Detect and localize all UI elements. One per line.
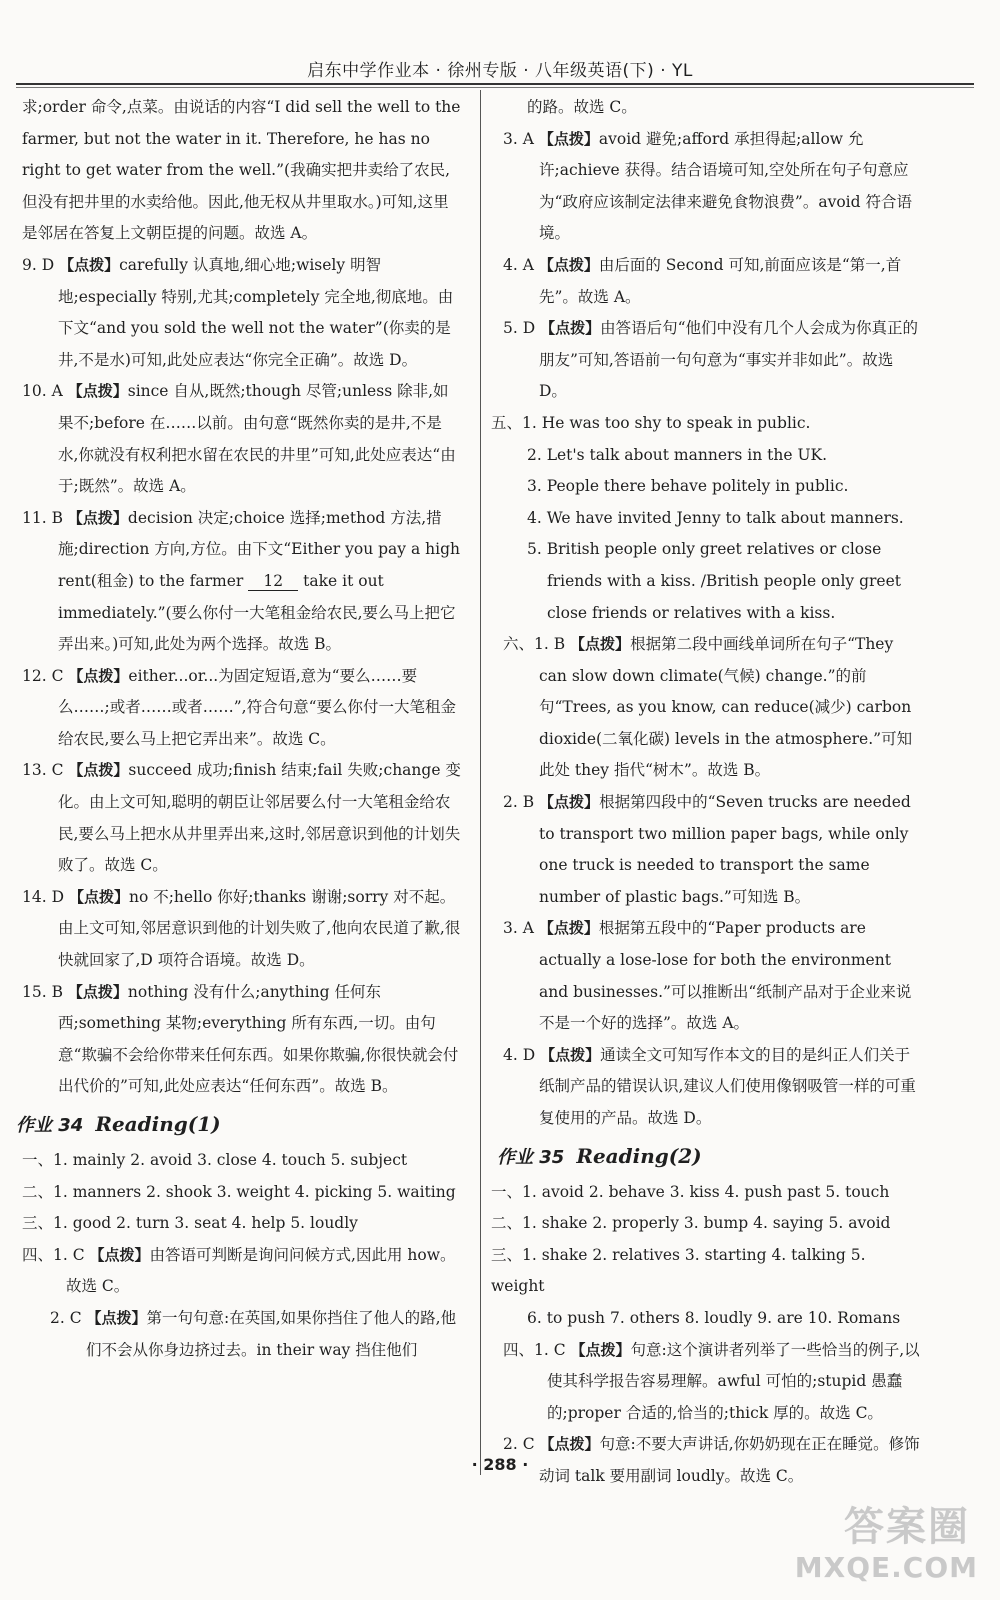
section-prefix: 作业 34 (16, 1115, 84, 1136)
tip-label: 【点拨】 (539, 1435, 600, 1454)
answer-item-11 (22, 503, 462, 661)
answer-number: 4. A (503, 255, 534, 274)
answer-line: 三、1. shake 2. relatives 3. starting 4. talking 5. weight (491, 1245, 866, 1296)
answer-explanation: avoid 避免;afford 承担得起;allow 允许;achieve 获得。结合语境可知,空处所在句子句意应为“政府应该制定法律来避免食物浪费”。avoid 符合语境。 (539, 129, 912, 243)
answer-item (50, 1303, 462, 1366)
reading-answer-2 (503, 787, 923, 913)
watermark-url: MXQE.COM (794, 1551, 978, 1584)
writing-answer-3: 3. People there behave politely in public. (527, 477, 849, 496)
answer-explanation-cont: take it out immediately.”(要么你付一大笔租金给农民,要么马上把它弄出来。)可知,此处为两个选择。故选 B。 (58, 571, 456, 654)
answer-number: 10. A (22, 382, 63, 401)
answer-item-4 (503, 250, 923, 313)
answer-number: 5. D (503, 319, 536, 338)
writing-answer-4: 4. We have invited Jenny to talk about manners. (527, 508, 904, 527)
answer-item-3 (503, 124, 923, 250)
answer-item-12 (22, 661, 462, 756)
tip-label: 【点拨】 (68, 666, 129, 685)
answer-line: 二、1. manners 2. shook 3. weight 4. picking 5. waiting (22, 1182, 456, 1201)
writing-answer-2: 2. Let's talk about manners in the UK. (527, 445, 828, 464)
answer-number: 12. C (22, 666, 64, 685)
answer-number: 4. D (503, 1045, 536, 1064)
tip-label: 【点拨】 (538, 919, 599, 938)
answer-item-14 (22, 882, 462, 977)
answer-explanation: 由答语可判断是询问问候方式,因此用 how。故选 C。 (66, 1245, 456, 1296)
answer-item (22, 1240, 462, 1303)
answer-line: 一、1. avoid 2. behave 3. kiss 4. push past 5. touch (491, 1182, 890, 1201)
answer-number: 3. A (503, 919, 534, 938)
tip-label: 【点拨】 (68, 887, 129, 906)
running-header: 启东中学作业本 · 徐州专版 · 八年级英语(下) · YL (307, 61, 693, 81)
answer-number: 3. A (503, 129, 534, 148)
answer-number: 9. D (22, 255, 55, 274)
tip-label: 【点拨】 (540, 1045, 601, 1064)
answer-number: 2. C (503, 1435, 535, 1454)
tip-label: 【点拨】 (67, 982, 128, 1001)
watermark-logo: 答案圈 (844, 1504, 970, 1550)
answer-item-10 (22, 376, 462, 502)
tip-label: 【点拨】 (89, 1245, 150, 1264)
answer-number: 15. B (22, 982, 63, 1001)
answer-explanation: since 自从,既然;though 尽管;unless 除非,如果不;before 在……以前。由句意“既然你卖的是井,不是水,你就没有权利把水留在农民的井里”可知,此处应表达“由于;既然”。故选 A。 (58, 382, 456, 496)
answer-item-13 (22, 755, 462, 881)
answer-number: 四、1. C (22, 1245, 85, 1264)
answer-item-5 (503, 313, 923, 408)
answer-number: 11. B (22, 508, 63, 527)
tip-label: 【点拨】 (86, 1308, 147, 1327)
section-heading-35 (497, 1139, 923, 1175)
answer-explanation: 根据第五段中的“Paper products are actually a lose-lose for both the environment and businesses.”可以推断出“纸制产品对于企业来说不是一个好的选择”。故选 A。 (539, 919, 912, 1033)
answer-explanation: 句意:这个演讲者列举了一些恰当的例子,以使其科学报告容易理解。awful 可怕的;stupid 愚蠢的;proper 合适的,恰当的;thick 厚的。故选 C。 (547, 1340, 920, 1422)
answer-explanation: decision 决定;choice 选择;method 方法,措施;direction 方向,方位。由下文“Either you pay a high rent(租金) to the farmer (58, 508, 460, 590)
answer-explanation: 由后面的 Second 可知,前面应该是“第一,首先”。故选 A。 (539, 255, 902, 306)
answer-explanation: no 不;hello 你好;thanks 谢谢;sorry 对不起。由上文可知,邻居意识到他的计划失败了,他向农民道了歉,很快就回家了,D 项符合语境。故选 D。 (58, 887, 461, 970)
tip-label: 【点拨】 (540, 319, 601, 338)
answer-line: 三、1. good 2. turn 3. seat 4. help 5. loudly (22, 1214, 358, 1233)
answer-item-15 (22, 977, 462, 1103)
answer-explanation: 第一句句意:在英国,如果你挡住了他人的路,他们不会从你身边挤过去。in their way 挡住他们 (86, 1308, 457, 1359)
tip-label: 【点拨】 (538, 129, 599, 148)
watermark (782, 1495, 982, 1595)
writing-answer-1: 五、1. He was too shy to speak in public. (491, 413, 811, 432)
answer-number: 2. C (50, 1308, 82, 1327)
answer-explanation: carefully 认真地,细心地;wisely 明智地;especially 特别,尤其;completely 完全地,彻底地。由下文“and you sold the well not the water”(你卖的是井,不是水)可知,此处应表达“你完全正确”。故选 D。 (58, 255, 454, 369)
answer-item-9 (22, 250, 462, 376)
answer-explanation: 由答语后句“他们中没有几个人会成为你真正的朋友”可知,答语前一句句意为“事实并非如此”。故选 D。 (539, 319, 919, 401)
answer-number: 14. D (22, 887, 65, 906)
answer-explanation: 通读全文可知写作本文的目的是纠正人们关于纸制产品的错误认识,建议人们使用像钢吸管一样的可重复使用的产品。故选 D。 (539, 1045, 916, 1127)
header-rule (16, 83, 974, 85)
left-column (16, 92, 462, 1366)
tip-label: 【点拨】 (539, 793, 600, 812)
answer-line: 二、1. shake 2. properly 3. bump 4. saying 5. avoid (491, 1214, 891, 1233)
section-title: Reading(2) (576, 1143, 702, 1168)
tip-label: 【点拨】 (538, 255, 599, 274)
answer-explanation: 句意:不要大声讲话,你奶奶现在正在睡觉。修饰动词 talk 要用副词 loudly。故选 C。 (539, 1435, 920, 1485)
answer-line: 6. to push 7. others 8. loudly 9. are 10. Romans (527, 1308, 901, 1327)
answer-line: 一、1. mainly 2. avoid 3. close 4. touch 5. subject (22, 1151, 408, 1169)
answer-continuation: 的路。故选 C。 (527, 98, 637, 116)
tip-label: 【点拨】 (68, 761, 129, 780)
answer-explanation: 根据第四段中的“Seven trucks are needed to transport two million paper bags, while only one truck is needed to transport the same number of plastic bags.”可知选 B。 (539, 793, 911, 906)
tip-label: 【点拨】 (570, 1340, 631, 1359)
answer-number: 四、1. C (503, 1340, 566, 1359)
tip-label: 【点拨】 (59, 255, 120, 274)
answer-number: 13. C (22, 761, 64, 780)
page-number: · 288 · (471, 1455, 529, 1474)
answer-item (491, 1335, 923, 1430)
answer-explanation: nothing 没有什么;anything 任何东西;something 某物;everything 所有东西,一切。由句意“欺骗不会给你带来任何东西。如果你欺骗,你很快就会付出代价的”可知,此处应表达“任何东西”。故选 B。 (58, 982, 459, 1096)
answer-explanation: either...or...为固定短语,意为“要么……要么……;或者……或者……”,符合句意“要么你付一大笔租金给农民,要么马上把它弄出来”。故选 C。 (58, 666, 456, 748)
answer-number: 2. B (503, 793, 535, 812)
section-prefix: 作业 35 (497, 1146, 565, 1168)
answer-continuation: 求;order 命令,点菜。由说话的内容“I did sell the well to the farmer, but not the water in it. Therefore, he has no right to get water from the well.”(我确实把井卖给了农民,但没有把井里的水卖给他。因此,他无权从井里取水。)可知,这里是邻居在答复上文朝臣提的问题。故选 A。 (22, 98, 461, 243)
answer-explanation: 根据第二段中画线单词所在句子“They can slow down climate(气候) change.”的前句“Trees, as you know, can reduce(减少) carbon dioxide(二氧化碳) levels in the atmosphere.”可知此处 they 指代“树木”。故选 B。 (539, 635, 913, 780)
tip-label: 【点拨】 (67, 382, 128, 401)
section-heading-34 (16, 1107, 462, 1143)
tip-label: 【点拨】 (67, 508, 128, 527)
answer-explanation: succeed 成功;finish 结束;fail 失败;change 变化。由上文可知,聪明的朝臣让邻居要么付一大笔租金给农民,要么马上把水从井里弄出来,这时,邻居意识到他的计划失败了。故选 C。 (58, 761, 461, 875)
tip-label: 【点拨】 (570, 635, 631, 654)
column-divider (480, 90, 481, 1475)
section-title: Reading(1) (95, 1112, 221, 1136)
blank-number: 12 (248, 572, 298, 591)
header-rule-thin (16, 87, 974, 88)
reading-answer-4 (503, 1040, 923, 1135)
reading-answer-1 (491, 629, 923, 787)
answer-number: 六、1. B (503, 635, 566, 654)
reading-answer-3 (503, 913, 923, 1039)
writing-answer-5: 5. British people only greet relatives or close friends with a kiss. /British people only greet close friends or relatives with a kiss. (527, 540, 902, 622)
